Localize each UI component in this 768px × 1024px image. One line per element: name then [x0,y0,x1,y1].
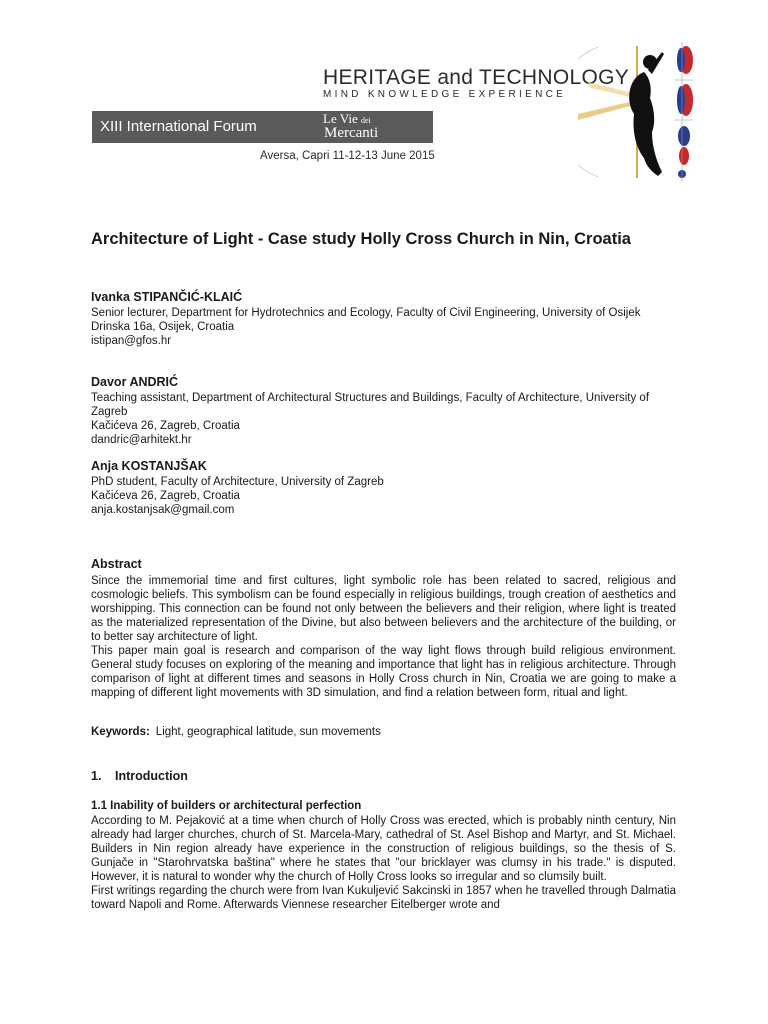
author-block-1 [91,289,676,348]
author-affiliation: PhD student, Faculty of Architecture, University of Zagreb [91,476,384,488]
introduction-body [91,814,676,912]
author-address: Drinska 16a, Osijek, Croatia [91,321,235,333]
author-affiliation: Teaching assistant, Department of Architectural Structures and Buildings, Faculty of Architecture, University of Zagreb [91,392,650,418]
paper-title: Architecture of Light - Case study Holly Cross Church in Nin, Croatia [91,230,631,248]
section-title: Introduction [115,769,188,783]
author-address: Kačićeva 26, Zagreb, Croatia [91,420,240,432]
keywords-label: Keywords: [91,726,150,738]
abstract-paragraph-1: Since the immemorial time and first cultures, light symbolic role has been related to sacred, religious and cosmologic beliefs. This symbolism can be found especially in religious buildings, trough creation of aesthetics and worshipping. This connection can be found not only between the believers and their religion, where light is treated as the materialized representation of the Divine, but also between believers and the architecture of the building, or to better say architecture of light. [91,575,676,643]
author-address: Kačićeva 26, Zagreb, Croatia [91,490,240,502]
intro-paragraph-1: According to M. Pejaković at a time when church of Holly Cross was erected, which is probably ninth century, Nin already had larger churches, church of St. Marcela-Mary, cathedral of St. Asel Bishop and Martyr, and St. Michael. Builders in Nin region already have experience in the construction of religious buildings, so the thesis of S. Gunjače in "Starohrvatska baština" where he states that "our bricklayer was clumsy in his trade." is disputed. However, it is natural to wonder why the church of Holly Cross looks so irregular and so clumsily built. [91,815,676,883]
conference-venue-date: Aversa, Capri 11-12-13 June 2015 [260,150,435,162]
section-heading [91,769,188,783]
forum-label: XIII International Forum [100,118,257,135]
author-affiliation: Senior lecturer, Department for Hydrotechnics and Ecology, Faculty of Civil Engineering, University of Osijek [91,307,641,319]
author-email: istipan@gfos.hr [91,335,172,347]
author-email: anja.kostanjsak@gmail.com [91,504,235,516]
author-name: Anja KOSTANJŠAK [91,459,207,473]
abstract-heading: Abstract [91,557,142,571]
conference-title: HERITAGE and TECHNOLOGY [323,66,630,89]
intro-paragraph-2: First writings regarding the church were from Ivan Kukuljević Sakcinski in 1857 when he travelled through Dalmatia toward Napoli and Rome. Afterwards Viennese researcher Eitelberger wrote and [91,885,676,911]
keywords-line [91,726,381,738]
conference-subtitle: MIND KNOWLEDGE EXPERIENCE [323,89,567,100]
abstract-body [91,574,676,700]
author-block-2 [91,374,676,447]
le-vie-dei-mercanti-logo: Le Vie dei Mercanti [323,111,379,141]
author-name: Davor ANDRIĆ [91,375,179,389]
forum-banner [92,111,433,143]
keywords-list: Light, geographical latitude, sun movements [155,726,381,738]
section-number: 1. [91,769,102,783]
abstract-paragraph-2: This paper main goal is research and comparison of the way light flows through build religious environment. General study focuses on exploring of the meaning and importance that light has in religious architecture. Through comparison of light at different times and seasons in Holly Cross church in Nin, Croatia we are going to make a mapping of different light movements with 3D simulation, and find a relation between form, ritual and light. [91,645,676,699]
subsection-heading: 1.1 Inability of builders or architectural perfection [91,800,362,812]
vitruvian-figure-emblem [578,42,703,182]
author-name: Ivanka STIPANČIĆ-KLAIĆ [91,290,243,304]
author-block-3 [91,458,676,517]
author-email: dandric@arhitekt.hr [91,434,192,446]
